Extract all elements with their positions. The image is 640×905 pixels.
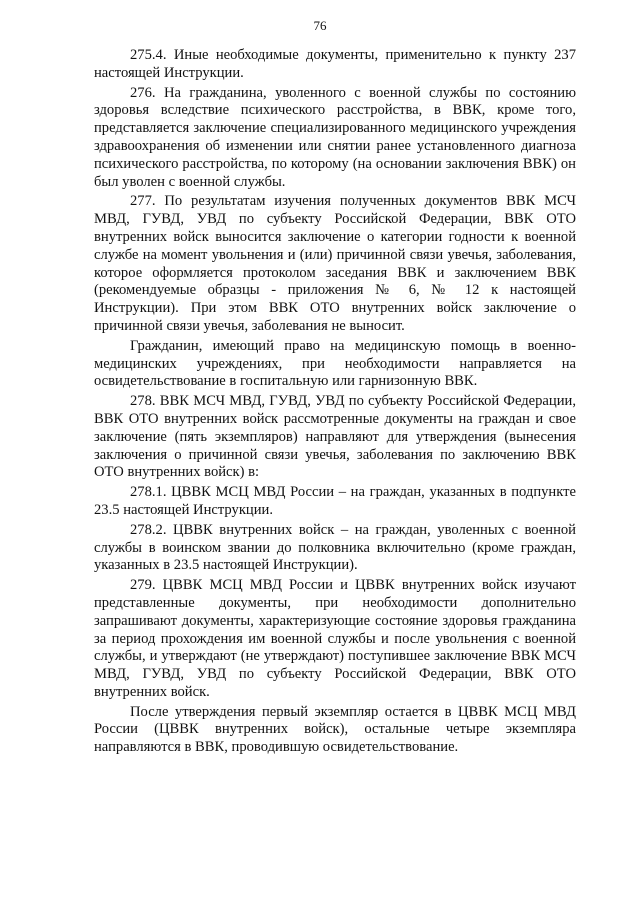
paragraph-278: 278. ВВК МСЧ МВД, ГУВД, УВД по субъекту Российской Федерации, ВВК ОТО внутренних войск рассмотренные документы на граждан и свое заключение (пять экземпляров) направляют для утверждения (вынесения заключения о причинной связи увечья, заболевания по заключению ВВК ОТО внутренних войск) в: <box>94 393 576 481</box>
paragraph-279-continued: После утверждения первый экземпляр остается в ЦВВК МСЦ МВД России (ЦВВК внутренних войск), остальные четыре экземпляра направляются в ВВК, проводившую освидетельствование. <box>94 703 576 756</box>
paragraph-277: 277. По результатам изучения полученных документов ВВК МСЧ МВД, ГУВД, УВД по субъекту Российской Федерации, ВВК ОТО внутренних войск выносится заключение о категории годности к военной службе на момент увольнения и (или) причинной связи увечья, заболевания, которое оформляется протоколом заседания ВВК и заключением ВВК (рекомендуемые образцы - приложения № 6, № 12 к настоящей Инструкции). При этом ВВК ОТО внутренних войск заключение о причинной связи увечья, заболевания не выносит. <box>94 193 576 334</box>
document-body <box>94 47 576 759</box>
paragraph-277-continued: Гражданин, имеющий право на медицинскую помощь в военно-медицинских учреждениях, при необходимости направляется на освидетельствование в госпитальную или гарнизонную ВВК. <box>94 337 576 390</box>
paragraph-278-1: 278.1. ЦВВК МСЦ МВД России – на граждан, указанных в подпункте 23.5 настоящей Инструкции. <box>94 484 576 518</box>
paragraph-279: 279. ЦВВК МСЦ МВД России и ЦВВК внутренних войск изучают представленные документы, при необходимости дополнительно запрашивают документы, характеризующие состояние здоровья гражданина за период прохождения им военной службы и после увольнения с военной службы, и утверждают (не утверждают) поступившее заключение ВВК МСЧ МВД, ГУВД, УВД по субъекту Российской Федерации, ВВК ОТО внутренних войск. <box>94 577 576 700</box>
paragraph-276: 276. На гражданина, уволенного с военной службы по состоянию здоровья вследствие психического расстройства, в ВВК, кроме того, представляется заключение специализированного медицинского учреждения здравоохранения об изменении или снятии ранее установленного диагноза психического расстройства, по которому (на основании заключения ВВК) он был уволен с военной службы. <box>94 84 576 190</box>
page-number: 76 <box>313 18 327 33</box>
paragraph-275-4: 275.4. Иные необходимые документы, применительно к пункту 237 настоящей Инструкции. <box>94 47 576 81</box>
paragraph-278-2: 278.2. ЦВВК внутренних войск – на граждан, уволенных с военной службы в воинском звании до полковника включительно (кроме граждан, указанных в 23.5 настоящей Инструкции). <box>94 521 576 574</box>
